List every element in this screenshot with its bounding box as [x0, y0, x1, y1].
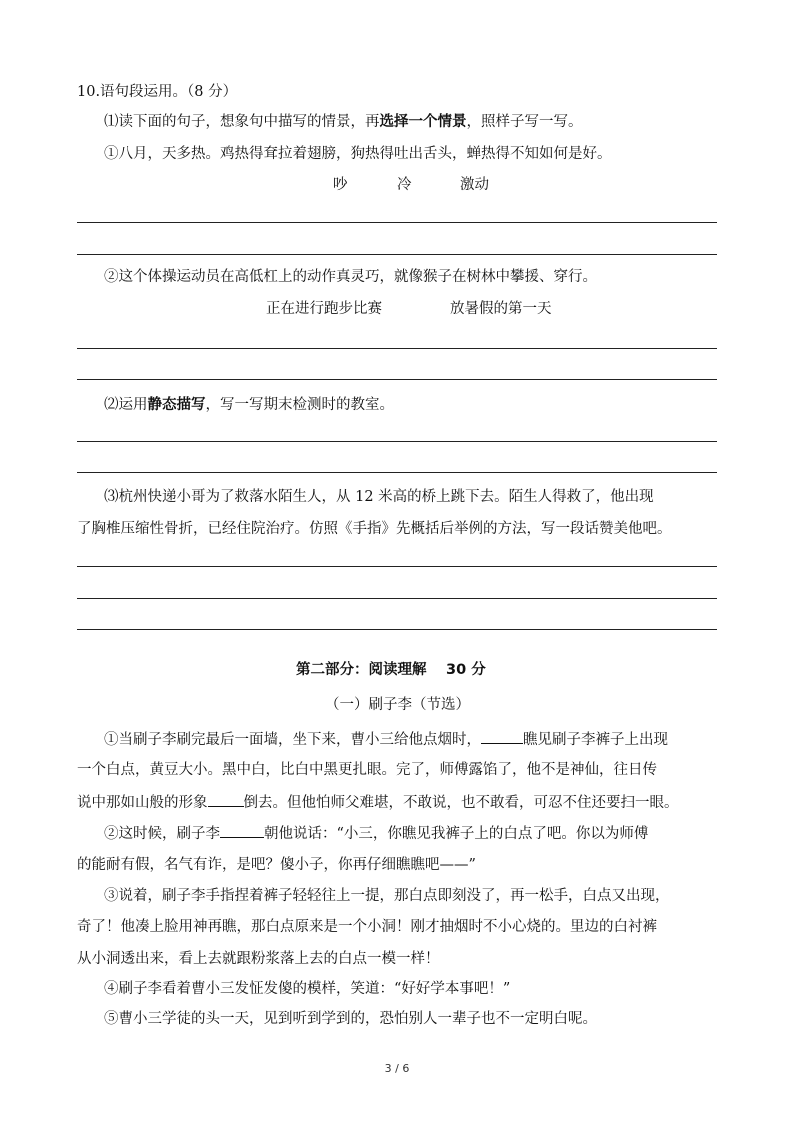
fill-blank[interactable]: [481, 729, 523, 744]
instruction-2-suffix: ，写一写期末检测时的教室。: [205, 397, 394, 413]
paragraph-3-line2: 奇了！他凑上脸用神再瞧，那白点原来是一个小洞！刚才抽烟时不小心烧的。里边的白衬裤: [77, 919, 657, 935]
instruction-3-line2: 了胸椎压缩性骨折，已经住院治疗。仿照《手指》先概括后举例的方法，写一段话赞美他吧。: [77, 521, 672, 537]
paragraph-2-line2: 的能耐有假，名气有诈，是吧？傻小子，你再仔细瞧瞧吧——”: [77, 857, 476, 873]
paragraph-3-line3: 从小洞透出来，看上去就跟粉浆落上去的白点一模一样！: [77, 951, 440, 967]
answer-line[interactable]: [77, 629, 717, 630]
fill-blank[interactable]: [208, 792, 244, 807]
instruction-2: [104, 395, 394, 415]
text: 瞧见刷子李裤子上出现: [523, 732, 668, 748]
text: 倒去。但他怕师父难堪，不敢说，也不敢看，可忍不住还要扫一眼。: [243, 795, 679, 811]
example-sentence-2: ②这个体操运动员在高低杠上的动作真灵巧，就像猴子在树林中攀援、穿行。: [104, 269, 597, 285]
fill-blank[interactable]: [220, 823, 264, 838]
text: 说中那如山般的形象: [77, 795, 208, 811]
paragraph-2-line1: [104, 823, 648, 844]
instruction-1: [104, 112, 583, 132]
paragraph-5: ⑤曹小三学徒的头一天，见到听到学到的，恐怕别人一辈子也不一定明白呢。: [104, 1011, 597, 1027]
option-2-2: 放暑假的第一天: [450, 301, 552, 317]
instruction-1-bold: 选择一个情景: [379, 114, 467, 130]
passage-title: （一）刷子李（节选）: [325, 697, 470, 713]
text: 朝他说话：“小三，你瞧见我裤子上的白点了吧。你以为师傅: [264, 826, 649, 842]
instruction-1-suffix: ，照样子写一写。: [466, 114, 583, 130]
answer-line[interactable]: [77, 348, 717, 349]
answer-line[interactable]: [77, 566, 717, 567]
instruction-1-prefix: ⑴读下面的句子，想象句中描写的情景，再: [104, 114, 380, 130]
instruction-3-line1: ⑶杭州快递小哥为了救落水陌生人，从 12 米高的桥上跳下去。陌生人得救了，他出现: [104, 489, 654, 505]
paragraph-1-line2: 一个白点，黄豆大小。黑中白，比白中黑更扎眼。完了，师傅露馅了，他不是神仙，往日传: [77, 762, 657, 778]
section-heading: 第二部分：阅读理解 30 分: [296, 662, 486, 678]
answer-line[interactable]: [77, 222, 717, 223]
example-sentence-1: ①八月，天多热。鸡热得耷拉着翅膀，狗热得吐出舌头，蝉热得不知如何是好。: [104, 146, 612, 162]
text: ①当刷子李刷完最后一面墙，坐下来，曹小三给他点烟时，: [104, 732, 481, 748]
instruction-2-bold: 静态描写: [147, 397, 206, 413]
paragraph-3-line1: ③说着，刷子李手指捏着裤子轻轻往上一提，那白点即刻没了，再一松手，白点又出现，: [104, 888, 670, 904]
answer-line[interactable]: [77, 472, 717, 473]
option-1-2: 冷: [397, 177, 412, 193]
answer-line[interactable]: [77, 254, 717, 255]
option-1-3: 激动: [460, 177, 489, 193]
paragraph-1-line1: [104, 729, 668, 750]
paragraph-4: ④刷子李看着曹小三发怔发傻的模样，笑道：“好好学本事吧！”: [104, 981, 511, 997]
instruction-2-prefix: ⑵运用: [104, 397, 148, 413]
question-title: 10.语句段运用。（8 分）: [77, 84, 238, 100]
paragraph-1-line3: [77, 792, 679, 813]
page-number: 3 / 6: [384, 1062, 410, 1075]
text: ②这时候，刷子李: [104, 826, 220, 842]
answer-line[interactable]: [77, 379, 717, 380]
answer-line[interactable]: [77, 441, 717, 442]
answer-line[interactable]: [77, 598, 717, 599]
option-2-1: 正在进行跑步比赛: [266, 301, 382, 317]
option-1-1: 吵: [333, 177, 348, 193]
